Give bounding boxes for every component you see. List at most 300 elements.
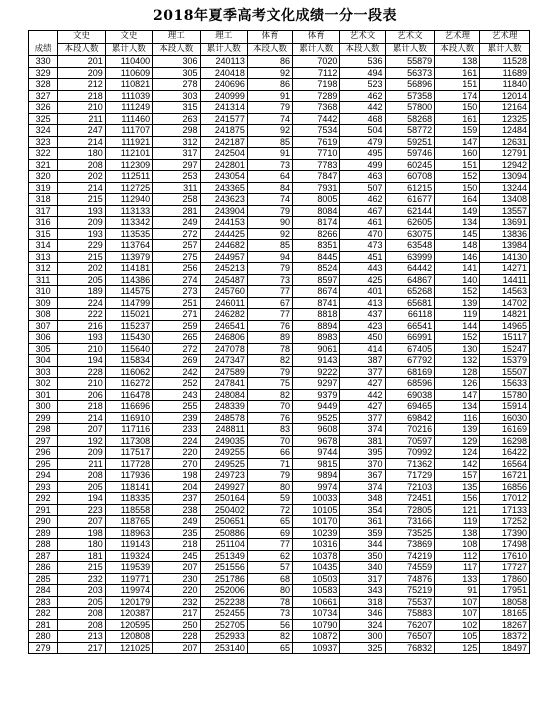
count-cell: 229 — [58, 240, 105, 252]
table-row — [29, 56, 530, 68]
count-cell: 113979 — [105, 251, 152, 263]
count-cell: 164 — [435, 194, 480, 206]
count-cell: 117116 — [105, 424, 152, 436]
count-cell: 134 — [435, 401, 480, 413]
count-cell: 240999 — [200, 90, 247, 102]
count-cell: 156 — [435, 493, 480, 505]
count-cell: 116696 — [105, 401, 152, 413]
count-cell: 72451 — [385, 493, 435, 505]
count-cell: 68596 — [385, 378, 435, 390]
header-top: 艺术文 — [340, 31, 385, 44]
count-cell: 18058 — [480, 596, 530, 608]
score-cell: 283 — [29, 596, 58, 608]
count-cell: 130 — [435, 343, 480, 355]
count-cell: 8983 — [293, 332, 340, 344]
score-cell: 324 — [29, 125, 58, 137]
count-cell: 91 — [247, 148, 292, 160]
count-cell: 14821 — [480, 309, 530, 321]
count-cell: 65 — [247, 642, 292, 654]
count-cell: 312 — [153, 136, 200, 148]
count-cell: 56896 — [385, 79, 435, 91]
score-cell: 313 — [29, 251, 58, 263]
count-cell: 66118 — [385, 309, 435, 321]
count-cell: 89 — [247, 332, 292, 344]
count-cell: 8818 — [293, 309, 340, 321]
count-cell: 114181 — [105, 263, 152, 275]
count-cell: 73 — [247, 159, 292, 171]
count-cell: 442 — [340, 102, 385, 114]
count-cell: 207 — [58, 516, 105, 528]
count-cell: 9449 — [293, 401, 340, 413]
count-cell: 306 — [153, 56, 200, 68]
count-cell: 249255 — [200, 447, 247, 459]
count-cell: 193 — [58, 205, 105, 217]
count-cell: 111039 — [105, 90, 152, 102]
count-cell: 58772 — [385, 125, 435, 137]
count-cell: 74 — [247, 113, 292, 125]
count-cell: 12791 — [480, 148, 530, 160]
count-cell: 118335 — [105, 493, 152, 505]
count-cell: 114799 — [105, 297, 152, 309]
page-title: 2018年夏季高考文化成绩一分一段表 — [153, 8, 397, 24]
header-bottom: 本段人数 — [247, 43, 292, 56]
count-cell: 257 — [153, 240, 200, 252]
count-cell: 232 — [153, 596, 200, 608]
count-cell: 479 — [340, 136, 385, 148]
score-cell: 326 — [29, 102, 58, 114]
count-cell: 76 — [247, 320, 292, 332]
count-cell: 211 — [58, 113, 105, 125]
count-cell: 370 — [340, 458, 385, 470]
header-score: 成绩 — [29, 31, 58, 56]
count-cell: 205 — [58, 596, 105, 608]
count-cell: 208 — [58, 608, 105, 620]
count-cell: 57358 — [385, 90, 435, 102]
count-cell: 249 — [153, 217, 200, 229]
count-cell: 211 — [58, 458, 105, 470]
count-cell: 13836 — [480, 228, 530, 240]
count-cell: 64867 — [385, 274, 435, 286]
count-cell: 68 — [247, 573, 292, 585]
count-cell: 8174 — [293, 217, 340, 229]
count-cell: 12325 — [480, 113, 530, 125]
count-cell: 263 — [153, 113, 200, 125]
count-cell: 198 — [153, 470, 200, 482]
count-cell: 300 — [340, 631, 385, 643]
count-cell: 112725 — [105, 182, 152, 194]
count-cell: 495 — [340, 148, 385, 160]
count-cell: 247347 — [200, 355, 247, 367]
count-cell: 64 — [247, 171, 292, 183]
count-cell: 86 — [247, 56, 292, 68]
count-cell: 58268 — [385, 113, 435, 125]
count-cell: 17610 — [480, 550, 530, 562]
count-cell: 450 — [340, 332, 385, 344]
count-cell: 16564 — [480, 458, 530, 470]
score-cell: 305 — [29, 343, 58, 355]
count-cell: 232 — [58, 573, 105, 585]
count-cell: 359 — [340, 527, 385, 539]
table-row — [29, 596, 530, 608]
header-bottom: 本段人数 — [435, 43, 480, 56]
count-cell: 237 — [153, 493, 200, 505]
count-cell: 250651 — [200, 516, 247, 528]
score-cell: 311 — [29, 274, 58, 286]
count-cell: 105 — [435, 631, 480, 643]
count-cell: 11528 — [480, 56, 530, 68]
count-cell: 217 — [58, 642, 105, 654]
count-cell: 8266 — [293, 228, 340, 240]
count-cell: 119539 — [105, 562, 152, 574]
count-cell: 71 — [247, 458, 292, 470]
count-cell: 249723 — [200, 470, 247, 482]
count-cell: 317 — [340, 573, 385, 585]
count-cell: 8524 — [293, 263, 340, 275]
count-cell: 57 — [247, 562, 292, 574]
count-cell: 77 — [247, 309, 292, 321]
count-cell: 7619 — [293, 136, 340, 148]
count-cell: 85 — [247, 136, 292, 148]
count-cell: 9974 — [293, 481, 340, 493]
count-cell: 340 — [340, 562, 385, 574]
count-cell: 119 — [435, 309, 480, 321]
count-cell: 246282 — [200, 309, 247, 321]
count-cell: 250 — [153, 619, 200, 631]
count-cell: 536 — [340, 56, 385, 68]
count-cell: 401 — [340, 286, 385, 298]
count-cell: 120595 — [105, 619, 152, 631]
count-cell: 7847 — [293, 171, 340, 183]
table-row — [29, 90, 530, 102]
count-cell: 248084 — [200, 389, 247, 401]
count-cell: 63548 — [385, 240, 435, 252]
score-cell: 304 — [29, 355, 58, 367]
count-cell: 12942 — [480, 159, 530, 171]
score-cell: 296 — [29, 447, 58, 459]
count-cell: 11689 — [480, 67, 530, 79]
count-cell: 118963 — [105, 527, 152, 539]
table-row — [29, 493, 530, 505]
count-cell: 18372 — [480, 631, 530, 643]
table-row — [29, 458, 530, 470]
count-cell: 15633 — [480, 378, 530, 390]
score-cell: 319 — [29, 182, 58, 194]
count-cell: 427 — [340, 401, 385, 413]
count-cell: 251786 — [200, 573, 247, 585]
count-cell: 205 — [58, 274, 105, 286]
count-cell: 7368 — [293, 102, 340, 114]
count-cell: 113342 — [105, 217, 152, 229]
count-cell: 92 — [247, 67, 292, 79]
count-cell: 463 — [340, 171, 385, 183]
count-cell: 120387 — [105, 608, 152, 620]
count-cell: 18165 — [480, 608, 530, 620]
count-cell: 115021 — [105, 309, 152, 321]
header-bottom: 本段人数 — [58, 43, 105, 56]
count-cell: 18267 — [480, 619, 530, 631]
count-cell: 244957 — [200, 251, 247, 263]
count-cell: 15780 — [480, 389, 530, 401]
count-cell: 461 — [340, 217, 385, 229]
count-cell: 14411 — [480, 274, 530, 286]
table-row — [29, 355, 530, 367]
table-row — [29, 378, 530, 390]
count-cell: 9744 — [293, 447, 340, 459]
count-cell: 208 — [58, 159, 105, 171]
header-bottom: 累计人数 — [105, 43, 152, 56]
count-cell: 62144 — [385, 205, 435, 217]
count-cell: 180 — [58, 148, 105, 160]
header-bottom: 累计人数 — [385, 43, 435, 56]
count-cell: 7020 — [293, 56, 340, 68]
table-row — [29, 228, 530, 240]
count-cell: 15379 — [480, 355, 530, 367]
count-cell: 7534 — [293, 125, 340, 137]
count-cell: 66541 — [385, 320, 435, 332]
count-cell: 77 — [247, 539, 292, 551]
count-cell: 249525 — [200, 458, 247, 470]
count-cell: 265 — [153, 332, 200, 344]
count-cell: 7198 — [293, 79, 340, 91]
count-cell: 61215 — [385, 182, 435, 194]
count-cell: 423 — [340, 320, 385, 332]
count-cell: 80 — [247, 585, 292, 597]
count-cell: 126 — [435, 378, 480, 390]
count-cell: 70992 — [385, 447, 435, 459]
count-cell: 303 — [153, 90, 200, 102]
count-cell: 75219 — [385, 585, 435, 597]
table-row — [29, 332, 530, 344]
count-cell: 281 — [153, 205, 200, 217]
count-cell: 427 — [340, 378, 385, 390]
count-cell: 11840 — [480, 79, 530, 91]
count-cell: 149 — [435, 205, 480, 217]
count-cell: 215 — [58, 251, 105, 263]
count-cell: 214 — [58, 136, 105, 148]
count-cell: 210 — [58, 102, 105, 114]
count-cell: 72103 — [385, 481, 435, 493]
count-cell: 210 — [58, 343, 105, 355]
count-cell: 13094 — [480, 171, 530, 183]
count-cell: 116478 — [105, 389, 152, 401]
table-row — [29, 297, 530, 309]
count-cell: 152 — [435, 286, 480, 298]
count-cell: 133 — [435, 573, 480, 585]
count-cell: 8894 — [293, 320, 340, 332]
score-cell: 322 — [29, 148, 58, 160]
table-row — [29, 539, 530, 551]
count-cell: 161 — [435, 113, 480, 125]
count-cell: 91 — [435, 585, 480, 597]
count-cell: 10734 — [293, 608, 340, 620]
score-cell: 309 — [29, 297, 58, 309]
score-cell: 306 — [29, 332, 58, 344]
header-top: 艺术理 — [435, 31, 480, 44]
count-cell: 10503 — [293, 573, 340, 585]
count-cell: 209 — [58, 67, 105, 79]
count-cell: 14130 — [480, 251, 530, 263]
count-cell: 86 — [247, 79, 292, 91]
score-table — [28, 30, 530, 654]
table-row — [29, 527, 530, 539]
score-cell: 329 — [29, 67, 58, 79]
count-cell: 110821 — [105, 79, 152, 91]
count-cell: 124 — [435, 447, 480, 459]
count-cell: 244682 — [200, 240, 247, 252]
count-cell: 201 — [58, 56, 105, 68]
count-cell: 111921 — [105, 136, 152, 148]
count-cell: 59746 — [385, 148, 435, 160]
count-cell: 270 — [153, 458, 200, 470]
count-cell: 209 — [58, 447, 105, 459]
count-cell: 443 — [340, 263, 385, 275]
count-cell: 7783 — [293, 159, 340, 171]
header-top: 体育 — [247, 31, 292, 44]
count-cell: 65681 — [385, 297, 435, 309]
count-cell: 112309 — [105, 159, 152, 171]
count-cell: 70216 — [385, 424, 435, 436]
count-cell: 9608 — [293, 424, 340, 436]
count-cell: 16721 — [480, 470, 530, 482]
count-cell: 66 — [247, 447, 292, 459]
header-top: 艺术理 — [480, 31, 530, 44]
table-row — [29, 194, 530, 206]
count-cell: 202 — [58, 263, 105, 275]
count-cell: 248578 — [200, 412, 247, 424]
count-cell: 55879 — [385, 56, 435, 68]
count-cell: 65 — [247, 516, 292, 528]
table-row — [29, 159, 530, 171]
table-row — [29, 182, 530, 194]
count-cell: 354 — [340, 504, 385, 516]
score-cell: 284 — [29, 585, 58, 597]
count-cell: 69 — [247, 527, 292, 539]
count-cell: 224 — [58, 297, 105, 309]
table-row — [29, 148, 530, 160]
count-cell: 73 — [247, 274, 292, 286]
count-cell: 194 — [58, 493, 105, 505]
score-cell: 328 — [29, 79, 58, 91]
count-cell: 272 — [153, 343, 200, 355]
count-cell: 117 — [435, 562, 480, 574]
score-cell: 298 — [29, 424, 58, 436]
count-cell: 243904 — [200, 205, 247, 217]
count-cell: 140 — [435, 274, 480, 286]
count-cell: 70597 — [385, 435, 435, 447]
count-cell: 121025 — [105, 642, 152, 654]
count-cell: 115834 — [105, 355, 152, 367]
count-cell: 8005 — [293, 194, 340, 206]
count-cell: 348 — [340, 493, 385, 505]
count-cell: 128 — [435, 366, 480, 378]
count-cell: 255 — [153, 401, 200, 413]
score-cell: 315 — [29, 228, 58, 240]
table-header — [29, 31, 530, 56]
count-cell: 233 — [153, 424, 200, 436]
table-row — [29, 608, 530, 620]
count-cell: 13408 — [480, 194, 530, 206]
count-cell: 150 — [435, 102, 480, 114]
count-cell: 157 — [435, 470, 480, 482]
count-cell: 467 — [340, 205, 385, 217]
count-cell: 10378 — [293, 550, 340, 562]
count-cell: 66991 — [385, 332, 435, 344]
count-cell: 241577 — [200, 113, 247, 125]
count-cell: 250886 — [200, 527, 247, 539]
table-row — [29, 424, 530, 436]
score-cell: 280 — [29, 631, 58, 643]
count-cell: 273 — [153, 286, 200, 298]
count-cell: 214 — [58, 412, 105, 424]
header-bottom: 累计人数 — [200, 43, 247, 56]
count-cell: 202 — [58, 171, 105, 183]
count-cell: 275 — [153, 251, 200, 263]
count-cell: 230 — [153, 573, 200, 585]
table-row — [29, 389, 530, 401]
count-cell: 213 — [58, 631, 105, 643]
count-cell: 119 — [435, 516, 480, 528]
count-cell: 147 — [435, 389, 480, 401]
score-cell: 282 — [29, 608, 58, 620]
count-cell: 494 — [340, 67, 385, 79]
count-cell: 252705 — [200, 619, 247, 631]
count-cell: 245213 — [200, 263, 247, 275]
count-cell: 79 — [247, 263, 292, 275]
count-cell: 8741 — [293, 297, 340, 309]
count-cell: 125 — [435, 642, 480, 654]
header-top: 体育 — [293, 31, 340, 44]
count-cell: 253140 — [200, 642, 247, 654]
score-cell: 279 — [29, 642, 58, 654]
count-cell: 10033 — [293, 493, 340, 505]
count-cell: 76 — [247, 412, 292, 424]
count-cell: 242187 — [200, 136, 247, 148]
table-row — [29, 263, 530, 275]
count-cell: 56 — [247, 619, 292, 631]
count-cell: 115430 — [105, 332, 152, 344]
count-cell: 17390 — [480, 527, 530, 539]
count-cell: 63999 — [385, 251, 435, 263]
count-cell: 70 — [247, 401, 292, 413]
count-cell: 145 — [435, 228, 480, 240]
table-row — [29, 435, 530, 447]
score-cell: 286 — [29, 562, 58, 574]
score-cell: 330 — [29, 56, 58, 68]
count-cell: 215 — [58, 194, 105, 206]
count-cell: 251 — [153, 297, 200, 309]
header-bottom: 本段人数 — [153, 43, 200, 56]
count-cell: 324 — [340, 619, 385, 631]
count-cell: 160 — [435, 148, 480, 160]
count-cell: 243623 — [200, 194, 247, 206]
count-cell: 110609 — [105, 67, 152, 79]
count-cell: 147 — [435, 136, 480, 148]
count-cell: 82 — [247, 631, 292, 643]
table-row — [29, 573, 530, 585]
count-cell: 14271 — [480, 263, 530, 275]
count-cell: 222 — [58, 309, 105, 321]
score-cell: 285 — [29, 573, 58, 585]
count-cell: 250164 — [200, 493, 247, 505]
header-top: 艺术文 — [385, 31, 435, 44]
count-cell: 189 — [58, 286, 105, 298]
table-row — [29, 240, 530, 252]
count-cell: 13244 — [480, 182, 530, 194]
table-row — [29, 67, 530, 79]
count-cell: 107 — [435, 596, 480, 608]
score-cell: 323 — [29, 136, 58, 148]
count-cell: 14702 — [480, 297, 530, 309]
